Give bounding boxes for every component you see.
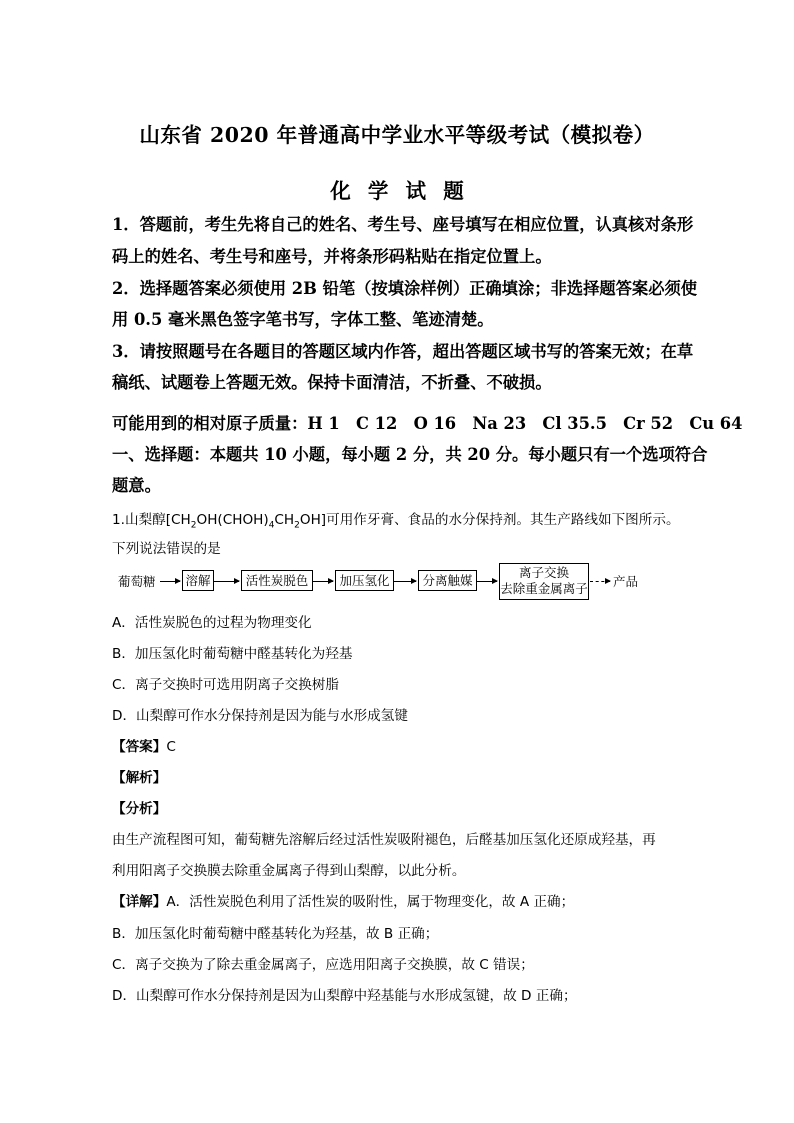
atomic-masses: 可能用到的相对原子质量：H 1 C 12 O 16 Na 23 Cl 35.5 Cr 52 Cu 64	[112, 414, 743, 433]
flow-start-label: 葡萄糖	[118, 574, 156, 589]
flow-end-label: 产品	[613, 574, 639, 589]
answer: 【答案】C	[112, 739, 176, 755]
flow-arrow	[160, 581, 180, 582]
analysis-label: 【解析】	[112, 770, 167, 786]
analysis-line-1: 由生产流程图可知，葡萄糖先溶解后经过活性炭吸附褪色，后醛基加压氢化还原成羟基，再	[112, 832, 656, 848]
option-a: A．活性炭脱色的过程为物理变化	[112, 615, 312, 631]
production-flow-diagram	[112, 563, 652, 603]
flow-arrow	[214, 581, 239, 582]
flow-step-ion-exchange: 离子交换 去除重金属离子	[499, 563, 589, 600]
notice-line-2: 码上的姓名、考生号和座号，并将条形码粘贴在指定位置上。	[112, 247, 552, 266]
analysis-line-2: 利用阳离子交换膜去除重金属离子得到山梨醇，以此分析。	[112, 863, 466, 879]
notice-line-1: 1．答题前，考生先将自己的姓名、考生号、座号填写在相应位置，认真核对条形	[112, 215, 694, 234]
flow-arrow-dashed	[590, 581, 610, 582]
answer-value: C	[166, 739, 176, 755]
option-c: C．离子交换时可选用阴离子交换树脂	[112, 677, 339, 693]
question-1-stem-line-2: 下列说法错误的是	[112, 541, 221, 557]
question-1-stem: 1.山梨醇$[CH_2OH(CHOH)_4CH_2OH]$可用作牙膏、食品的水分保持剂。其生产路线如下图所示。	[112, 512, 680, 531]
flow-arrow	[477, 581, 497, 582]
flow-step-separate-catalyst: 分离触媒	[418, 570, 477, 591]
section-heading-line-1: 一、选择题：本题共 10 小题，每小题 2 分，共 20 分。每小题只有一个选项符合	[112, 445, 708, 464]
notice-line-6: 稿纸、试题卷上答题无效。保持卡面清洁，不折叠、不破损。	[112, 373, 552, 392]
flow-step-dissolve: 溶解	[182, 570, 214, 591]
notice-line-3: 2．选择题答案必须使用 2B 铅笔（按填涂样例）正确填涂；非选择题答案必须使	[112, 279, 698, 298]
option-d: D．山梨醇可作水分保持剂是因为能与水形成氢键	[112, 708, 408, 724]
analysis-sub-label: 【分析】	[112, 801, 167, 817]
option-b: B．加压氢化时葡萄糖中醛基转化为羟基	[112, 646, 353, 662]
flow-step-hydrogenation: 加压氢化	[335, 570, 394, 591]
page-subtitle: 化 学 试 题	[330, 179, 464, 203]
page-title: 山东省 2020 年普通高中学业水平等级考试（模拟卷）	[139, 123, 655, 147]
detail-a: 【详解】A．活性炭脱色利用了活性炭的吸附性，属于物理变化，故 A 正确；	[112, 894, 575, 910]
detail-d: D．山梨醇可作水分保持剂是因为山梨醇中羟基能与水形成氢键，故 D 正确；	[112, 988, 577, 1004]
detail-b: B．加压氢化时葡萄糖中醛基转化为羟基，故 B 正确；	[112, 926, 439, 942]
detail-c: C．离子交换为了除去重金属离子，应选用阳离子交换膜，故 C 错误；	[112, 957, 534, 973]
notice-line-4: 用 0.5 毫米黑色签字笔书写，字体工整、笔迹清楚。	[112, 310, 494, 329]
flow-arrow	[313, 581, 333, 582]
section-heading-line-2: 题意。	[112, 476, 161, 495]
flow-arrow	[394, 581, 416, 582]
notice-line-5: 3．请按照题号在各题目的答题区域内作答，超出答题区域书写的答案无效；在草	[112, 342, 694, 361]
flow-step-decolorize: 活性炭脱色	[241, 570, 313, 591]
